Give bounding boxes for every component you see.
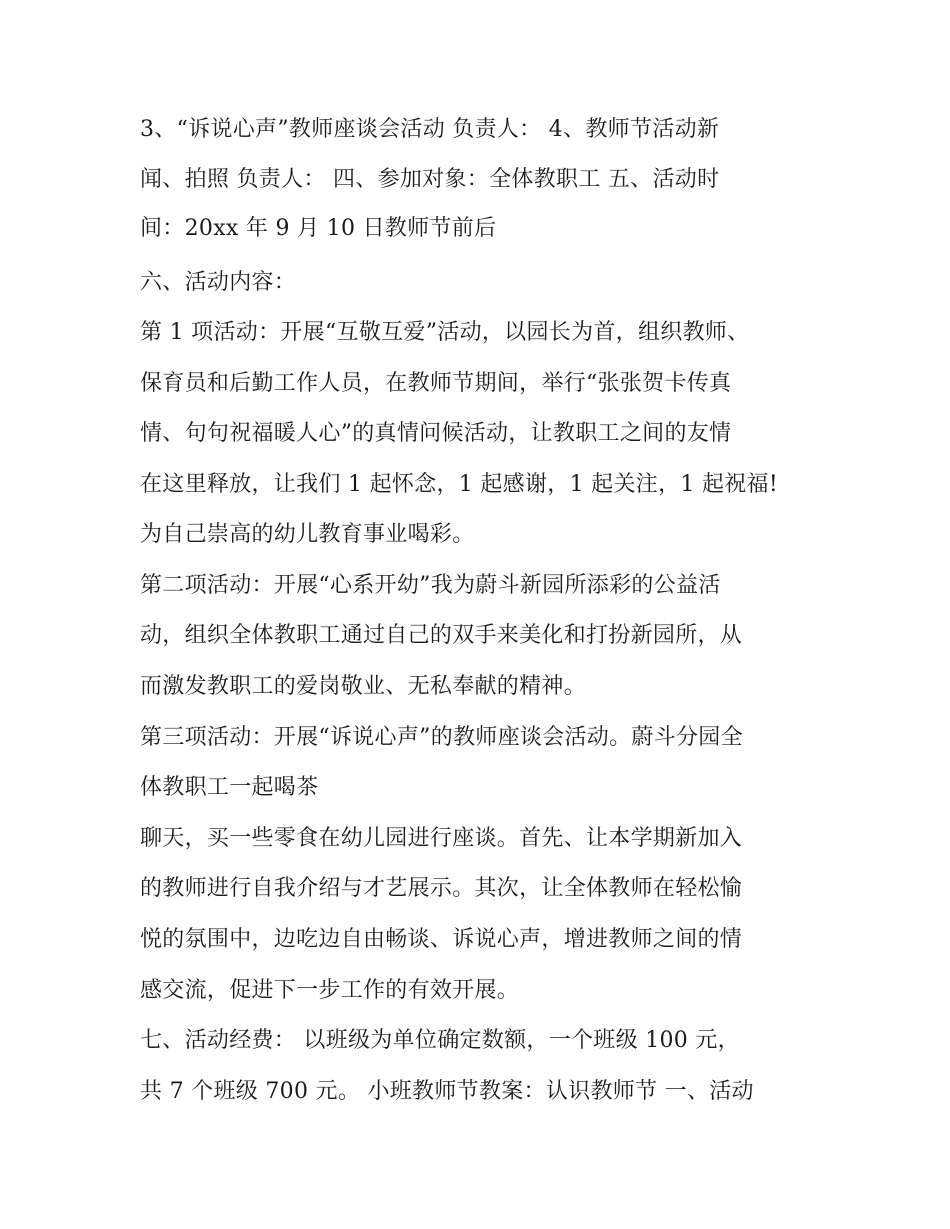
text-line: 动，组织全体教职工通过自己的双手来美化和打扮新园所，从 [140,623,743,648]
text-line: 感交流，促进下一步工作的有效开展。 [140,978,520,1003]
text-line: 间：20xx 年 9 月 10 日教师节前后 [140,216,497,241]
text-line: 为自己崇高的幼儿教育事业喝彩。 [140,522,475,547]
text-line: 悦的氛围中，边吃边自由畅谈、诉说心声，增进教师之间的情 [140,927,743,952]
text-line: 闻、拍照 负责人： 四、参加对象：全体教职工 五、活动时 [140,167,720,192]
text-line: 聊天，买一些零食在幼儿园进行座谈。首先、让本学期新加入 [140,826,743,851]
text-line: 保育员和后勤工作人员，在教师节期间，举行“张张贺卡传真 [140,371,732,396]
text-line: 而激发教职工的爱岗敬业、无私奉献的精神。 [140,674,587,699]
text-line: 第三项活动：开展“诉说心声”的教师座谈会活动。蔚斗分园全 [140,725,743,750]
text-line: 情、句句祝福暖人心”的真情问候活动，让教职工之间的友情 [140,421,732,446]
section-heading: 六、活动内容： [140,270,297,295]
text-line: 在这里释放，让我们 1 起怀念，1 起感谢，1 起关注，1 起祝福! [140,472,778,497]
text-line: 3、“诉说心声”教师座谈会活动 负责人： 4、教师节活动新 [140,117,720,142]
text-line: 体教职工一起喝茶 [140,775,319,800]
text-line: 七、活动经费： 以班级为单位确定数额，一个班级 100 元， [140,1028,740,1053]
text-line: 第 1 项活动：开展“互敬互爱”活动，以园长为首，组织教师、 [140,320,750,345]
text-line: 共 7 个班级 700 元。 小班教师节教案：认识教师节 一、活动 [140,1079,754,1104]
text-line: 第二项活动：开展“心系开幼”我为蔚斗新园所添彩的公益活 [140,573,721,598]
text-line: 的教师进行自我介绍与才艺展示。其次，让全体教师在轻松愉 [140,876,743,901]
